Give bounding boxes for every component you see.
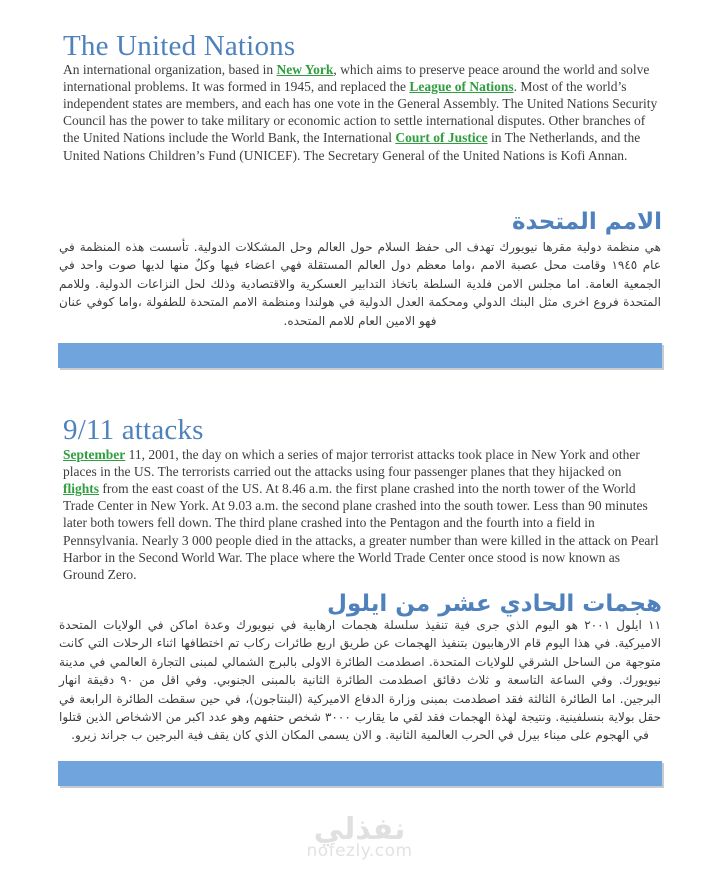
link-court-of-justice[interactable]: Court of Justice [395,130,488,146]
paragraph-united-nations-en [63,61,660,164]
paragraph-911-attacks-ar: ١١ ايلول ٢٠٠١ هو اليوم الذي جرى فية تنفيذ سلسلة هجمات ارهابية في نيويورك وعدة اماكن في الولايات المتحدة الاميركية. في هذا اليوم قام الارهابيون بتنفيذ الهجمات عن طريق اربع طائرات ركاب تم اختطافها اثناء الرحلات التي كانت متوجهة من الساحل الشرقي للولايات المتحدة. اصطدمت الطائرة الاولى بالبرج الشمالي لمبنى التجارة العالمي في مدينة نيويورك. وفي الساعة التاسعة و ثلاث دقائق اصطدمت الطائرة الثانية بالمبنى الجنوبي. وفي اقل من ٩٠ دقيقة انهار البرجين. اما الطائرة الثالثة فقد اصطدمت بمبنى وزارة الدفاع الاميركية (البنتاجون)، في حين سقطت الطائرة الرابعة في حقل بولاية بنسلفينية. ونتيجة لهذة الهجمات فقد لقي ما يقارب ٣٠٠٠ شخص حتفهم وهو عدد اكبر من الاشخاص الذين قتلوا في الهجوم على ميناء بيرل في الحرب العالمية الثانية. و الان يسمى المكان الذي كان يقف فية البرجين ب جراند زيرو. [59,618,662,743]
heading-911-attacks-en: 9/11 attacks [63,414,204,447]
heading-united-nations-en: The United Nations [63,30,296,63]
heading-united-nations-ar: الامم المتحدة [511,209,662,236]
text-segment: , which aims to preserve peace around the world and solve international problems. It was formed in 1945, and replaced the [63,61,650,94]
text-segment: An international organization, based in [63,61,277,77]
link-league-of-nations[interactable]: League of Nations [409,78,514,94]
section-divider-bar [58,761,662,786]
text-segment: in The Netherlands, and the United Nations Children’s Fund (UNICEF). The Secretary General of the United Nations is Kofi Annan. [63,130,641,163]
heading-911-attacks-ar: هجمات الحادي عشر من ايلول [327,591,662,618]
section-divider-bar [58,343,662,368]
watermark-site-text: nofezly.com [306,841,413,861]
watermark-logo-arabic: نفذلي [313,812,406,847]
link-flights[interactable]: flights [63,480,100,496]
paragraph-911-attacks-en [63,446,660,584]
text-segment: . Most of the world’s independent states are members, and each has one vote in the General Assembly. The United Nations Security Council has the power to take military or economic action to settle international disputes. Other branches of the United Nations include the World Bank, the International [63,78,658,146]
link-september[interactable]: September [63,446,126,462]
link-new-york[interactable]: New York [276,61,334,77]
paragraph-united-nations-ar: هي منظمة دولية مقرها نيويورك تهدف الى حفظ السلام حول العالم وحل المشكلات الدولية. تأسست هذه المنظمة في عام ١٩٤٥ وقامت محل عصبة الامم ،واما معظم دول العالم المستقلة فهي اعضاء فيها وكلٌ منها لديها صوت واحد في الجمعية العامة. اما مجلس الامن فلدية السلطة باتخاذ التدابير العسكرية والاقتصادية وذلك لحل النزاعات الدولية. وللامم المتحدة فروع اخرى مثل البنك الدولي ومحكمة العدل الدولية في هولندا ومنظمة الامم المتحدة للطفولة ،واما كوفي عنان فهو الامين العام للامم المتحده. [59,240,661,328]
text-segment: from the east coast of the US. At 8.46 a.m. the first plane crashed into the north tower of the World Trade Center in New York. At 9.03 a.m. the second plane crashed into the south tower. Less than 90 minutes later both towers fell down. The third plane crashed into the Pentagon and the fourth into a field in Pennsylvania. Nearly 3 000 people died in the attacks, a greater number than were killed in the attack on Pearl Harbor in the Second World War. The place where the World Trade Center once stood is now known as Ground Zero. [63,480,659,582]
watermark [0,814,719,860]
text-segment: 11, 2001, the day on which a series of major terrorist attacks took place in New York and other places in the US. The terrorists carried out the attacks using four passenger planes that they hijacked on [63,446,640,479]
